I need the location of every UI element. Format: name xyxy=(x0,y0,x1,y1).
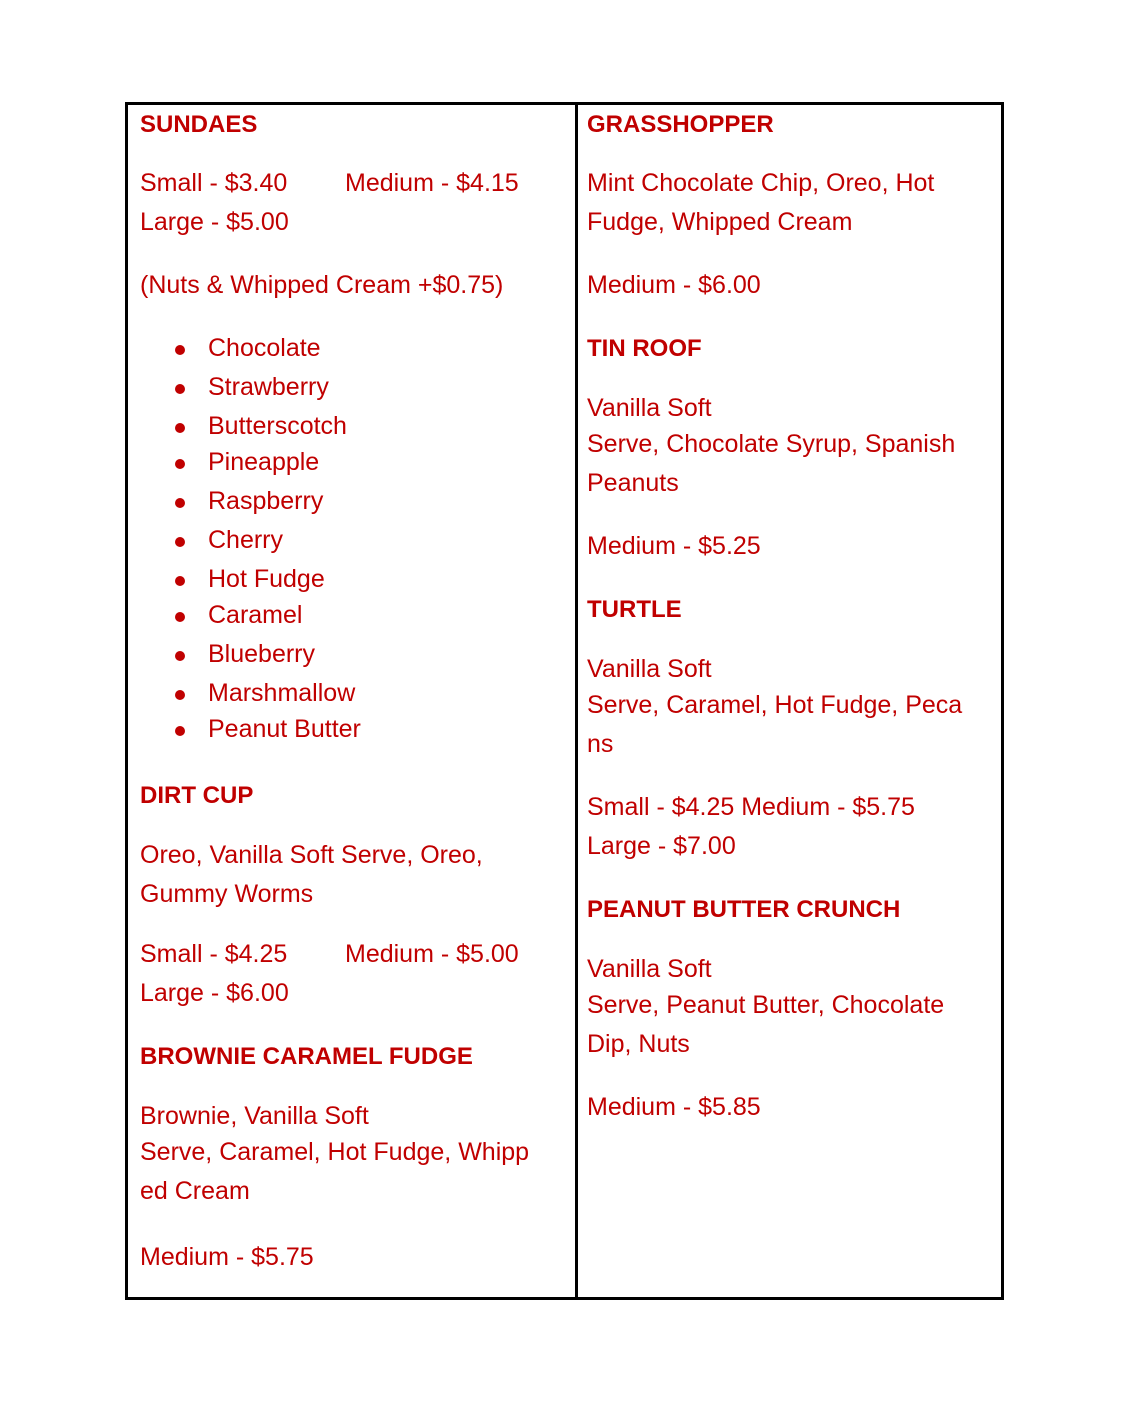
list-item: Strawberry xyxy=(208,373,329,401)
bullet-icon xyxy=(175,690,185,700)
turtle-price-small-medium: Small - $4.25 Medium - $5.75 xyxy=(587,793,915,821)
brownie-caramel-fudge-title: BROWNIE CARAMEL FUDGE xyxy=(140,1043,473,1070)
list-item: Raspberry xyxy=(208,487,324,515)
sundaes-title: SUNDAES xyxy=(140,111,258,138)
list-item: Caramel xyxy=(208,601,303,629)
dirt-cup-title: DIRT CUP xyxy=(140,782,254,809)
list-item: Marshmallow xyxy=(208,679,356,707)
pbc-desc-line2: Serve, Peanut Butter, Chocolate xyxy=(587,991,945,1019)
bullet-icon xyxy=(175,345,185,355)
brownie-price-medium: Medium - $5.75 xyxy=(140,1243,314,1271)
sundaes-price-large: Large - $5.00 xyxy=(140,208,289,236)
sundaes-price-small: Small - $3.40 xyxy=(140,169,288,197)
bullet-icon xyxy=(175,384,185,394)
turtle-desc-line3: ns xyxy=(587,730,614,758)
brownie-desc-line1: Brownie, Vanilla Soft xyxy=(140,1102,369,1130)
grasshopper-price-medium: Medium - $6.00 xyxy=(587,271,761,299)
bullet-icon xyxy=(175,498,185,508)
turtle-title: TURTLE xyxy=(587,596,682,623)
dirt-cup-desc-line1: Oreo, Vanilla Soft Serve, Oreo, xyxy=(140,841,483,869)
dirt-cup-price-large: Large - $6.00 xyxy=(140,979,289,1007)
bullet-icon xyxy=(175,537,185,547)
dirt-cup-price-small: Small - $4.25 xyxy=(140,940,288,968)
tin-roof-title: TIN ROOF xyxy=(587,335,702,362)
bullet-icon xyxy=(175,612,185,622)
list-item: Pineapple xyxy=(208,448,320,476)
list-item: Butterscotch xyxy=(208,412,347,440)
turtle-desc-line1: Vanilla Soft xyxy=(587,655,712,683)
turtle-desc-line2: Serve, Caramel, Hot Fudge, Peca xyxy=(587,691,963,719)
bullet-icon xyxy=(175,423,185,433)
grasshopper-desc-line2: Fudge, Whipped Cream xyxy=(587,208,853,236)
bullet-icon xyxy=(175,651,185,661)
brownie-desc-line2: Serve, Caramel, Hot Fudge, Whipp xyxy=(140,1138,530,1166)
tin-roof-desc-line1: Vanilla Soft xyxy=(587,394,712,422)
sundaes-price-medium: Medium - $4.15 xyxy=(345,169,519,197)
sundaes-addon-note: (Nuts & Whipped Cream +$0.75) xyxy=(140,271,504,299)
list-item: Chocolate xyxy=(208,334,321,362)
pbc-desc-line3: Dip, Nuts xyxy=(587,1030,690,1058)
grasshopper-title: GRASSHOPPER xyxy=(587,111,774,138)
pbc-desc-line1: Vanilla Soft xyxy=(587,955,712,983)
dirt-cup-desc-line2: Gummy Worms xyxy=(140,880,314,908)
bullet-icon xyxy=(175,576,185,586)
bullet-icon xyxy=(175,459,185,469)
dirt-cup-price-medium: Medium - $5.00 xyxy=(345,940,519,968)
right-column xyxy=(578,105,1001,1297)
tin-roof-desc-line2: Serve, Chocolate Syrup, Spanish xyxy=(587,430,956,458)
peanut-butter-crunch-title: PEANUT BUTTER CRUNCH xyxy=(587,896,901,923)
list-item: Peanut Butter xyxy=(208,715,361,743)
brownie-desc-line3: ed Cream xyxy=(140,1177,250,1205)
list-item: Hot Fudge xyxy=(208,565,325,593)
tin-roof-price-medium: Medium - $5.25 xyxy=(587,532,761,560)
list-item: Blueberry xyxy=(208,640,315,668)
tin-roof-desc-line3: Peanuts xyxy=(587,469,679,497)
list-item: Cherry xyxy=(208,526,284,554)
turtle-price-large: Large - $7.00 xyxy=(587,832,736,860)
left-column xyxy=(128,105,578,1297)
grasshopper-desc-line1: Mint Chocolate Chip, Oreo, Hot xyxy=(587,169,935,197)
pbc-price-medium: Medium - $5.85 xyxy=(587,1093,761,1121)
bullet-icon xyxy=(175,726,185,736)
menu-table xyxy=(125,102,1004,1300)
